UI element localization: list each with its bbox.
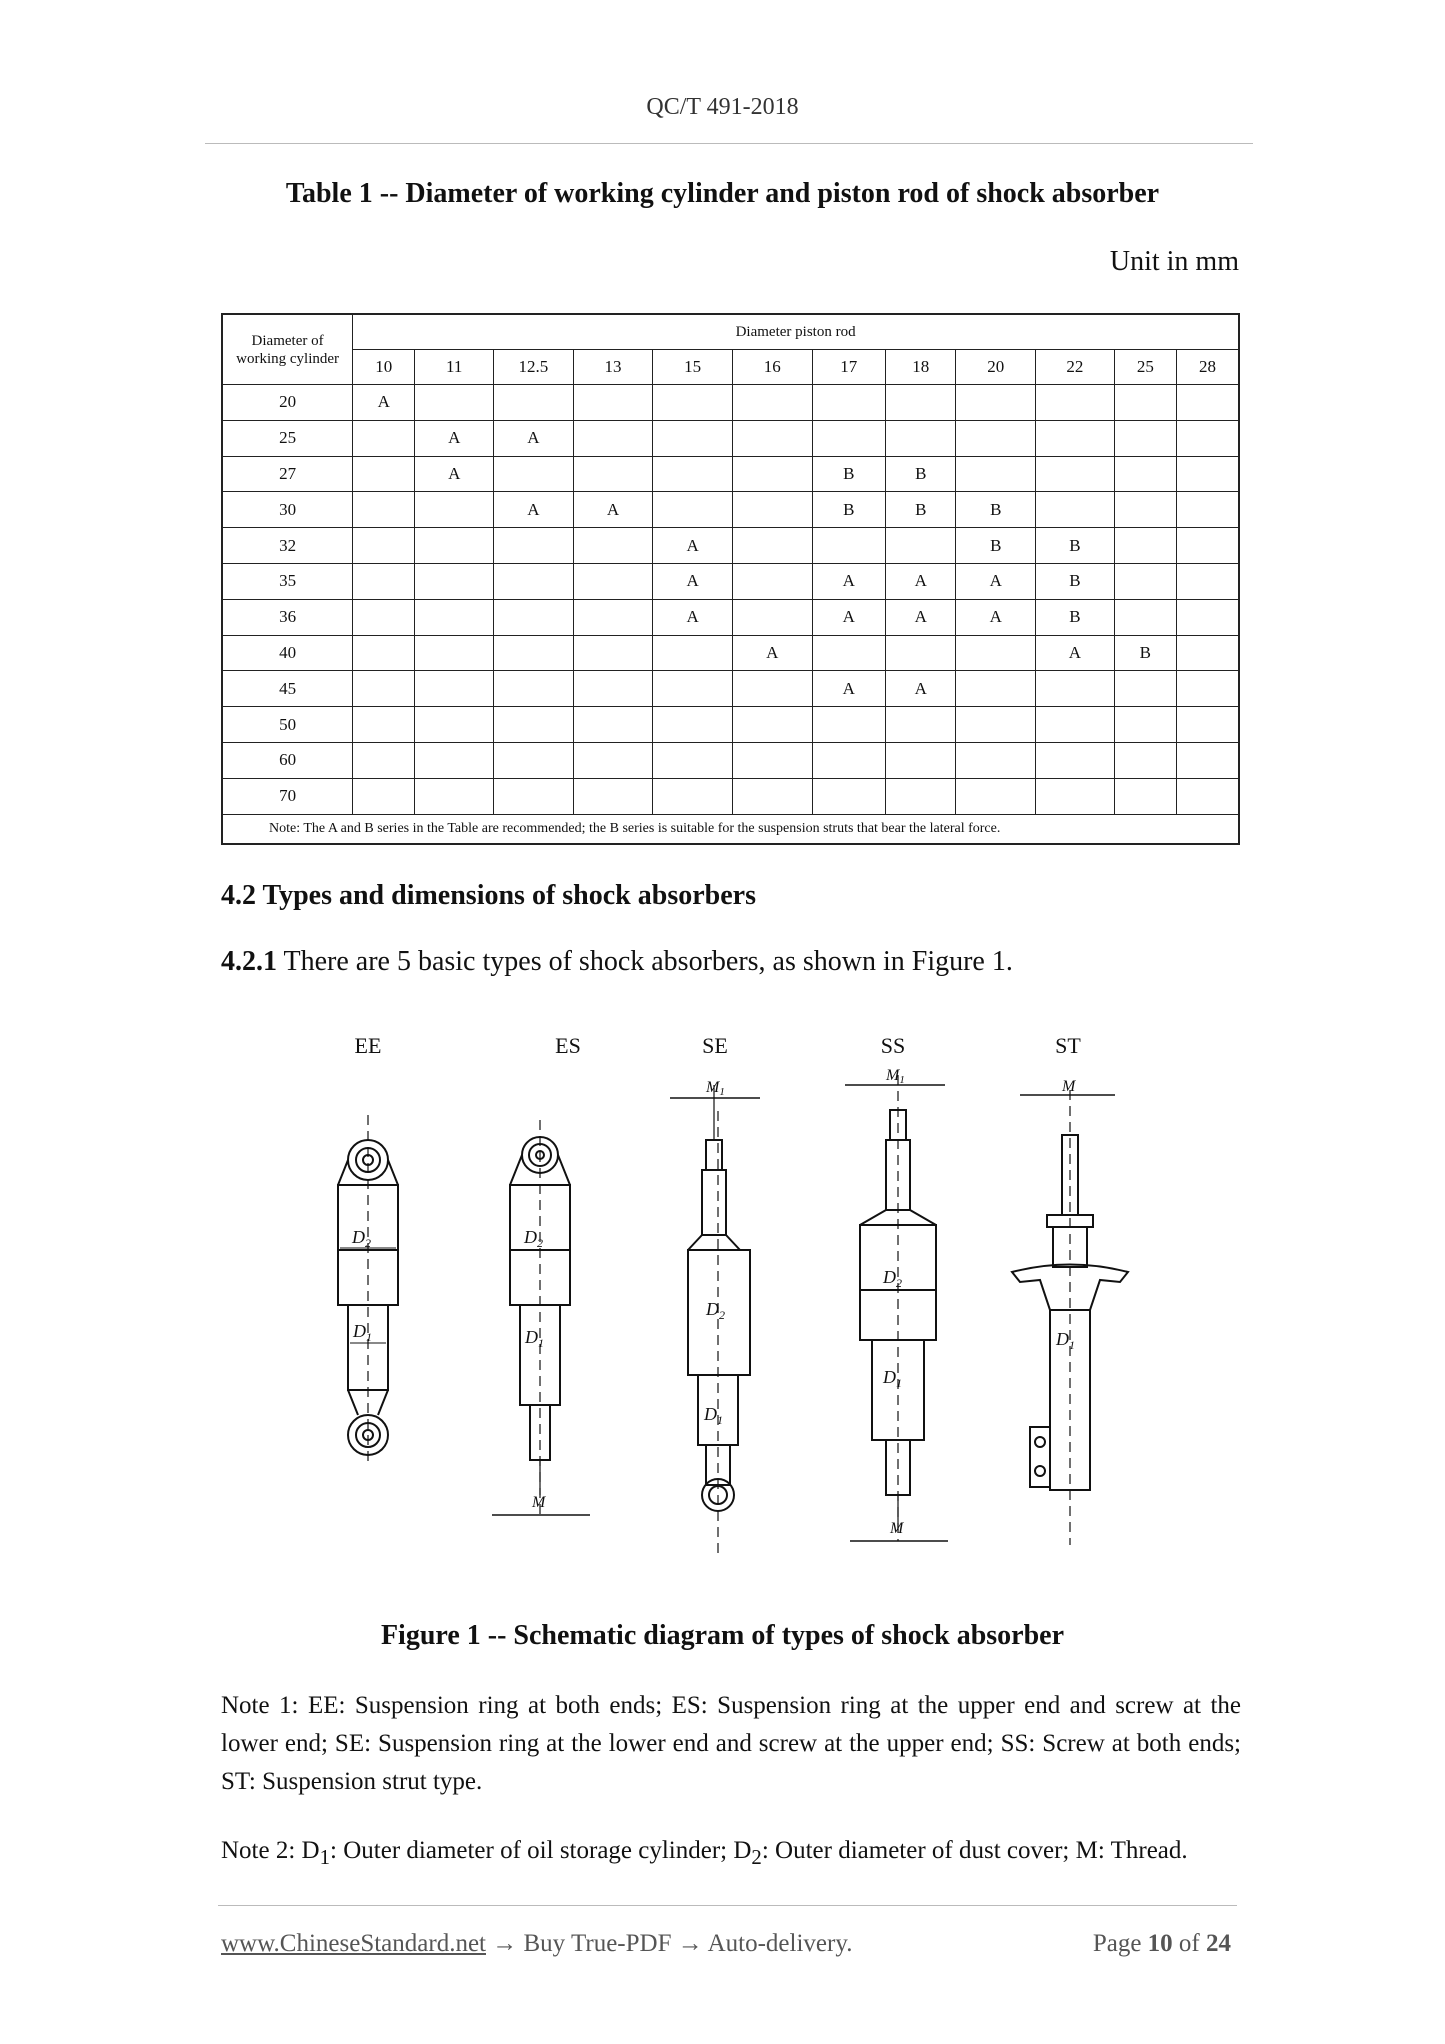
- series-cell: [956, 778, 1036, 814]
- series-cell: [732, 671, 812, 707]
- table-note: Note: The A and B series in the Table are recommended; the B series is suitable for the suspension struts that bear the lateral force.: [222, 814, 1239, 844]
- svg-text:D1: [1055, 1329, 1075, 1352]
- cylinder-diameter-cell: 25: [222, 420, 353, 456]
- series-cell: [812, 385, 886, 421]
- series-cell: [886, 635, 956, 671]
- label-m1-sub-ss: 1: [899, 1074, 905, 1086]
- series-cell: [494, 778, 574, 814]
- series-cell: [1036, 456, 1115, 492]
- series-cell: [1036, 707, 1115, 743]
- section-4-2-1: [221, 946, 1013, 978]
- series-cell: [1036, 742, 1115, 778]
- series-cell: [415, 778, 494, 814]
- label-d1-sub-ee: 1: [366, 1330, 372, 1344]
- series-cell: A: [415, 456, 494, 492]
- series-cell: B: [886, 492, 956, 528]
- rod-diameter-header: 22: [1036, 350, 1115, 385]
- series-cell: A: [956, 599, 1036, 635]
- cylinder-diameter-cell: 50: [222, 707, 353, 743]
- label-m-st: M: [1062, 1078, 1076, 1095]
- series-cell: [1176, 420, 1239, 456]
- label-m1-sub-se: 1: [719, 1086, 725, 1098]
- series-cell: [353, 707, 415, 743]
- cylinder-diameter-cell: 60: [222, 742, 353, 778]
- table-unit: Unit in mm: [1109, 246, 1239, 277]
- delivery-text: Auto-delivery.: [707, 1930, 853, 1957]
- page-indicator: [1093, 1930, 1231, 1958]
- series-cell: [1114, 385, 1176, 421]
- series-cell: [415, 635, 494, 671]
- label-d1-es: D: [525, 1327, 538, 1347]
- series-cell: [732, 385, 812, 421]
- series-cell: [573, 778, 653, 814]
- page-number: 10: [1147, 1930, 1173, 1957]
- rod-diameter-header: 17: [812, 350, 886, 385]
- svg-text:D2: [523, 1227, 543, 1250]
- label-d1-se: D: [704, 1404, 717, 1424]
- series-cell: [732, 742, 812, 778]
- series-cell: [494, 707, 574, 743]
- series-cell: [653, 742, 733, 778]
- series-cell: [1114, 563, 1176, 599]
- svg-text:D1: [882, 1367, 902, 1390]
- table-row: [222, 492, 1239, 528]
- series-cell: [956, 456, 1036, 492]
- table-row: [222, 671, 1239, 707]
- table-row: [222, 635, 1239, 671]
- series-cell: [415, 528, 494, 564]
- series-cell: [494, 528, 574, 564]
- series-cell: B: [956, 528, 1036, 564]
- cylinder-diameter-cell: 35: [222, 563, 353, 599]
- label-d2-es: D: [524, 1227, 537, 1247]
- rod-diameter-header: 18: [886, 350, 956, 385]
- series-cell: [653, 492, 733, 528]
- series-cell: [353, 420, 415, 456]
- table-note-row: [222, 814, 1239, 844]
- series-cell: [653, 385, 733, 421]
- arrow-icon: →: [677, 1930, 703, 1957]
- series-cell: B: [812, 456, 886, 492]
- note-2-part-c: : Outer diameter of dust cover; M: Thread.: [761, 1837, 1188, 1864]
- label-d1-st: D: [1056, 1329, 1069, 1349]
- series-cell: A: [415, 420, 494, 456]
- label-d1-sub-se: 1: [717, 1413, 723, 1427]
- series-cell: B: [956, 492, 1036, 528]
- table-row: [222, 456, 1239, 492]
- rod-diameter-header: 10: [353, 350, 415, 385]
- series-cell: [732, 778, 812, 814]
- series-cell: [1176, 707, 1239, 743]
- series-cell: [1176, 385, 1239, 421]
- series-cell: [1036, 778, 1115, 814]
- label-d2-ee: D: [352, 1227, 365, 1247]
- label-d1-ee: D: [353, 1321, 366, 1341]
- series-cell: [653, 635, 733, 671]
- cylinder-diameter-cell: 70: [222, 778, 353, 814]
- series-cell: [812, 528, 886, 564]
- note-2-part-a: Note 2: D: [221, 1837, 320, 1864]
- series-cell: [573, 671, 653, 707]
- buy-link[interactable]: Buy True-PDF: [523, 1930, 672, 1957]
- series-cell: [1036, 420, 1115, 456]
- type-label-se: SE: [702, 1033, 728, 1058]
- series-cell: [1114, 778, 1176, 814]
- footer-divider: [218, 1905, 1237, 1906]
- series-cell: [415, 492, 494, 528]
- label-m1-ss: M: [886, 1067, 900, 1084]
- series-cell: A: [1036, 635, 1115, 671]
- series-cell: A: [812, 671, 886, 707]
- label-d2-se: D: [706, 1299, 719, 1319]
- series-cell: [653, 778, 733, 814]
- svg-text:D1: [524, 1327, 544, 1350]
- series-cell: [956, 671, 1036, 707]
- label-d2-sub-es: 2: [537, 1236, 543, 1250]
- series-cell: [812, 420, 886, 456]
- series-cell: [653, 420, 733, 456]
- series-cell: A: [494, 492, 574, 528]
- table-row: [222, 599, 1239, 635]
- series-cell: A: [812, 563, 886, 599]
- series-cell: A: [573, 492, 653, 528]
- table-row: [222, 563, 1239, 599]
- label-d2-sub-ss: 2: [896, 1276, 902, 1290]
- absorber-es: [492, 1120, 590, 1515]
- svg-text:M1: [705, 1079, 725, 1098]
- series-cell: A: [653, 563, 733, 599]
- rod-diameter-header: 12.5: [494, 350, 574, 385]
- diameter-table: [221, 313, 1240, 845]
- label-d1-sub-es: 1: [538, 1336, 544, 1350]
- series-cell: [1176, 492, 1239, 528]
- series-cell: [353, 528, 415, 564]
- series-cell: [573, 456, 653, 492]
- series-cell: [573, 563, 653, 599]
- series-cell: [653, 456, 733, 492]
- series-cell: [353, 671, 415, 707]
- site-link[interactable]: www.ChineseStandard.net: [221, 1930, 486, 1957]
- figure-title: Figure 1 -- Schematic diagram of types of shock absorber: [380, 1620, 1065, 1651]
- series-cell: [415, 671, 494, 707]
- series-cell: [732, 599, 812, 635]
- series-cell: A: [812, 599, 886, 635]
- series-cell: [812, 742, 886, 778]
- note-2-sub-2: 2: [751, 1845, 762, 1869]
- series-cell: [353, 635, 415, 671]
- series-cell: [494, 671, 574, 707]
- series-cell: [415, 563, 494, 599]
- type-label-ss: SS: [880, 1033, 906, 1058]
- series-cell: [653, 707, 733, 743]
- label-m-ss: M: [890, 1520, 904, 1537]
- cylinder-diameter-cell: 32: [222, 528, 353, 564]
- series-cell: [956, 385, 1036, 421]
- series-cell: [353, 742, 415, 778]
- series-cell: [732, 563, 812, 599]
- series-cell: [1176, 456, 1239, 492]
- series-cell: [1176, 671, 1239, 707]
- series-cell: [812, 707, 886, 743]
- series-cell: [1114, 492, 1176, 528]
- series-cell: [494, 742, 574, 778]
- series-cell: A: [956, 563, 1036, 599]
- series-cell: [812, 778, 886, 814]
- svg-text:D2: [705, 1299, 725, 1322]
- label-m-es: M: [532, 1494, 546, 1511]
- series-cell: [1036, 492, 1115, 528]
- svg-text:D1: [352, 1321, 372, 1344]
- table-row: [222, 528, 1239, 564]
- rod-diameter-header: 13: [573, 350, 653, 385]
- series-cell: [886, 778, 956, 814]
- absorber-se: [670, 1079, 760, 1555]
- series-cell: [886, 707, 956, 743]
- type-label-es: ES: [555, 1033, 581, 1058]
- label-d1-sub-ss: 1: [896, 1376, 902, 1390]
- svg-text:M1: [885, 1067, 905, 1086]
- series-cell: [573, 420, 653, 456]
- series-cell: [353, 492, 415, 528]
- series-cell: [956, 635, 1036, 671]
- cylinder-diameter-cell: 30: [222, 492, 353, 528]
- series-cell: [956, 420, 1036, 456]
- series-cell: [573, 635, 653, 671]
- series-cell: [494, 456, 574, 492]
- cylinder-diameter-cell: 45: [222, 671, 353, 707]
- section-4-2-title: 4.2 Types and dimensions of shock absorbers: [221, 880, 756, 911]
- label-d1-sub-st: 1: [1069, 1338, 1075, 1352]
- cylinder-diameter-cell: 40: [222, 635, 353, 671]
- rod-diameter-header: 15: [653, 350, 733, 385]
- series-cell: [353, 599, 415, 635]
- series-cell: A: [653, 528, 733, 564]
- series-cell: [415, 742, 494, 778]
- rod-diameter-header: 28: [1176, 350, 1239, 385]
- table-row: [222, 707, 1239, 743]
- series-cell: B: [1036, 599, 1115, 635]
- rod-diameter-header: 25: [1114, 350, 1176, 385]
- series-cell: [732, 456, 812, 492]
- series-cell: [1176, 528, 1239, 564]
- svg-text:D1: [703, 1404, 723, 1427]
- series-cell: B: [1114, 635, 1176, 671]
- table-row: [222, 420, 1239, 456]
- table-row: [222, 778, 1239, 814]
- note-1: Note 1: EE: Suspension ring at both ends; ES: Suspension ring at the upper end and screw at the lower end; SE: Suspension ring at the lower end and screw at the upper end; SS: Screw at both ends; ST: Suspension strut type.: [221, 1692, 1241, 1795]
- page-header: QC/T 491-2018: [646, 94, 799, 120]
- series-cell: [573, 528, 653, 564]
- cylinder-diameter-cell: 20: [222, 385, 353, 421]
- series-cell: [1114, 742, 1176, 778]
- cylinder-diameter-cell: 36: [222, 599, 353, 635]
- series-cell: [494, 563, 574, 599]
- series-cell: [1176, 635, 1239, 671]
- of-word: of: [1178, 1930, 1200, 1957]
- series-cell: [1176, 742, 1239, 778]
- series-cell: A: [353, 385, 415, 421]
- series-cell: [886, 420, 956, 456]
- rod-diameter-row: [222, 350, 1239, 385]
- footer-links: [221, 1930, 852, 1958]
- series-cell: [573, 742, 653, 778]
- series-cell: [732, 528, 812, 564]
- label-d2-ss: D: [883, 1267, 896, 1287]
- series-cell: [494, 599, 574, 635]
- series-cell: [732, 492, 812, 528]
- type-label-st: ST: [1055, 1033, 1081, 1058]
- table-row: [222, 385, 1239, 421]
- label-d2-sub-ee: 2: [365, 1236, 371, 1250]
- rod-diameter-header: 20: [956, 350, 1036, 385]
- arrow-icon: →: [492, 1930, 518, 1957]
- series-cell: A: [886, 563, 956, 599]
- series-cell: [732, 707, 812, 743]
- series-cell: [1176, 563, 1239, 599]
- label-d1-ss: D: [883, 1367, 896, 1387]
- series-cell: B: [812, 492, 886, 528]
- absorber-ss: [845, 1067, 948, 1541]
- series-cell: [1114, 420, 1176, 456]
- series-cell: [732, 420, 812, 456]
- label-d2-sub-se: 2: [719, 1308, 725, 1322]
- label-m1-se: M: [706, 1079, 720, 1096]
- section-number: 4.2.1: [221, 946, 277, 977]
- page-word: Page: [1092, 1930, 1142, 1957]
- series-cell: [1114, 671, 1176, 707]
- series-cell: [1176, 599, 1239, 635]
- svg-text:D2: [882, 1267, 902, 1290]
- series-cell: [494, 385, 574, 421]
- series-cell: [415, 385, 494, 421]
- series-cell: [353, 778, 415, 814]
- series-cell: A: [886, 599, 956, 635]
- series-cell: [956, 742, 1036, 778]
- header-cylinder-line2: working cylinder: [236, 350, 340, 367]
- note-2: [221, 1832, 1241, 1876]
- table-row: [222, 742, 1239, 778]
- series-cell: [415, 599, 494, 635]
- note-2-part-b: : Outer diameter of oil storage cylinder; D: [330, 1837, 752, 1864]
- series-cell: [886, 385, 956, 421]
- series-cell: B: [1036, 563, 1115, 599]
- series-cell: A: [653, 599, 733, 635]
- rod-diameter-header: 16: [732, 350, 812, 385]
- note-2-sub-1: 1: [319, 1845, 331, 1869]
- rod-diameter-header: 11: [415, 350, 494, 385]
- series-cell: [812, 635, 886, 671]
- series-cell: [573, 599, 653, 635]
- series-cell: A: [732, 635, 812, 671]
- absorber-st: [1012, 1078, 1128, 1545]
- type-label-ee: EE: [354, 1033, 382, 1058]
- series-cell: [353, 456, 415, 492]
- header-rod: Diameter piston rod: [353, 314, 1239, 350]
- header-cylinder: [222, 314, 353, 385]
- series-cell: [494, 635, 574, 671]
- series-cell: [886, 742, 956, 778]
- section-text: There are 5 basic types of shock absorbers, as shown in Figure 1.: [277, 946, 1013, 977]
- table-title: Table 1 -- Diameter of working cylinder and piston rod of shock absorber: [285, 178, 1160, 209]
- cylinder-diameter-cell: 27: [222, 456, 353, 492]
- series-cell: [1114, 528, 1176, 564]
- series-cell: [1176, 778, 1239, 814]
- series-cell: B: [1036, 528, 1115, 564]
- series-cell: A: [494, 420, 574, 456]
- header-cylinder-line1: Diameter of: [251, 332, 324, 349]
- series-cell: B: [886, 456, 956, 492]
- series-cell: [1114, 599, 1176, 635]
- series-cell: [573, 707, 653, 743]
- header-divider: [205, 143, 1253, 144]
- series-cell: [1114, 456, 1176, 492]
- series-cell: [1114, 707, 1176, 743]
- shock-absorber-figure: [320, 1025, 1160, 1565]
- series-cell: [415, 707, 494, 743]
- absorber-ee: [338, 1115, 398, 1465]
- series-cell: [1036, 671, 1115, 707]
- series-cell: [353, 563, 415, 599]
- series-cell: [1036, 385, 1115, 421]
- series-cell: [956, 707, 1036, 743]
- series-cell: [886, 528, 956, 564]
- page-total: 24: [1206, 1930, 1231, 1957]
- series-cell: A: [886, 671, 956, 707]
- series-cell: [573, 385, 653, 421]
- series-cell: [653, 671, 733, 707]
